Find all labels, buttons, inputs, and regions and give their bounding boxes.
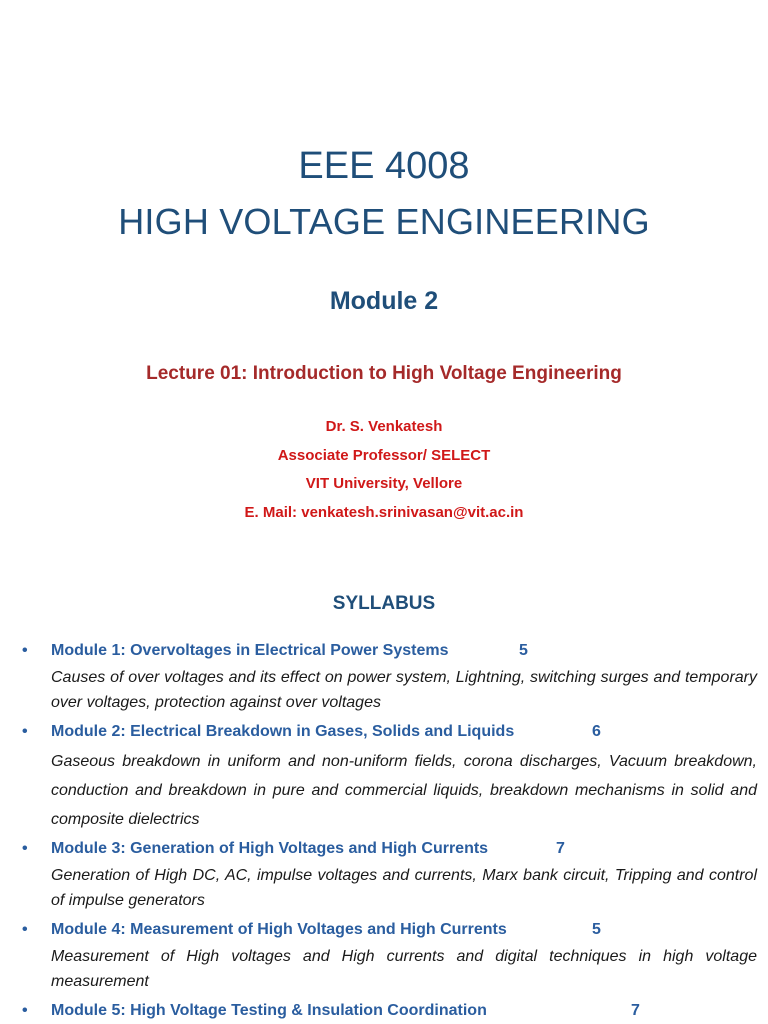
module-heading: Module 2: [329, 287, 439, 315]
syllabus-heading: SYLLABUS: [332, 593, 436, 614]
bullet-icon: •: [22, 642, 28, 659]
module-hours: 5: [519, 642, 528, 659]
module-title: Module 5: High Voltage Testing & Insulation Coordination: [51, 1002, 487, 1019]
module-hours: 7: [631, 1002, 640, 1019]
author-institution: VIT University, Vellore: [305, 475, 463, 492]
syllabus-module-item: [0, 834, 768, 915]
module-hours: 5: [592, 921, 601, 938]
author-position: Associate Professor/ SELECT: [277, 446, 491, 464]
module-hours: 6: [592, 723, 601, 740]
lecture-title: Lecture 01: Introduction to High Voltage Engineering: [146, 363, 622, 384]
module-description: Measurement of High voltages and High currents and digital techniques in high voltage measurement: [51, 948, 757, 990]
module-title: Module 1: Overvoltages in Electrical Power Systems: [51, 642, 449, 659]
bullet-icon: •: [22, 1002, 28, 1019]
course-title: HIGH VOLTAGE ENGINEERING: [118, 201, 650, 242]
bullet-icon: •: [22, 921, 28, 938]
module-title: Module 2: Electrical Breakdown in Gases, Solids and Liquids: [51, 723, 515, 740]
syllabus-module-item: [0, 717, 768, 834]
syllabus-module-item: [0, 996, 768, 1024]
module-title: Module 3: Generation of High Voltages and High Currents: [51, 840, 489, 857]
module-description: Generation of High DC, AC, impulse voltages and currents, Marx bank circuit, Tripping and control of impulse generators: [51, 867, 757, 909]
author-email: E. Mail: venkatesh.srinivasan@vit.ac.in: [244, 503, 524, 521]
bullet-icon: •: [22, 723, 28, 740]
syllabus-module-list: [0, 636, 768, 1024]
syllabus-module-item: [0, 636, 768, 717]
module-title: Module 4: Measurement of High Voltages and High Currents: [51, 921, 507, 938]
syllabus-module-item: [0, 915, 768, 996]
module-hours: 7: [556, 840, 565, 857]
author-block: [0, 413, 768, 527]
bullet-icon: •: [22, 840, 28, 857]
course-code: EEE 4008: [298, 145, 470, 187]
module-description: Causes of over voltages and its effect on power system, Lightning, switching surges and temporary over voltages, protection against over voltages: [51, 669, 757, 711]
module-description: Gaseous breakdown in uniform and non-uniform fields, corona discharges, Vacuum breakdown, conduction and breakdown in pure and commercial liquids, breakdown mechanisms in solid and composite dielectrics: [51, 753, 757, 828]
author-name: Dr. S. Venkatesh: [325, 418, 443, 435]
